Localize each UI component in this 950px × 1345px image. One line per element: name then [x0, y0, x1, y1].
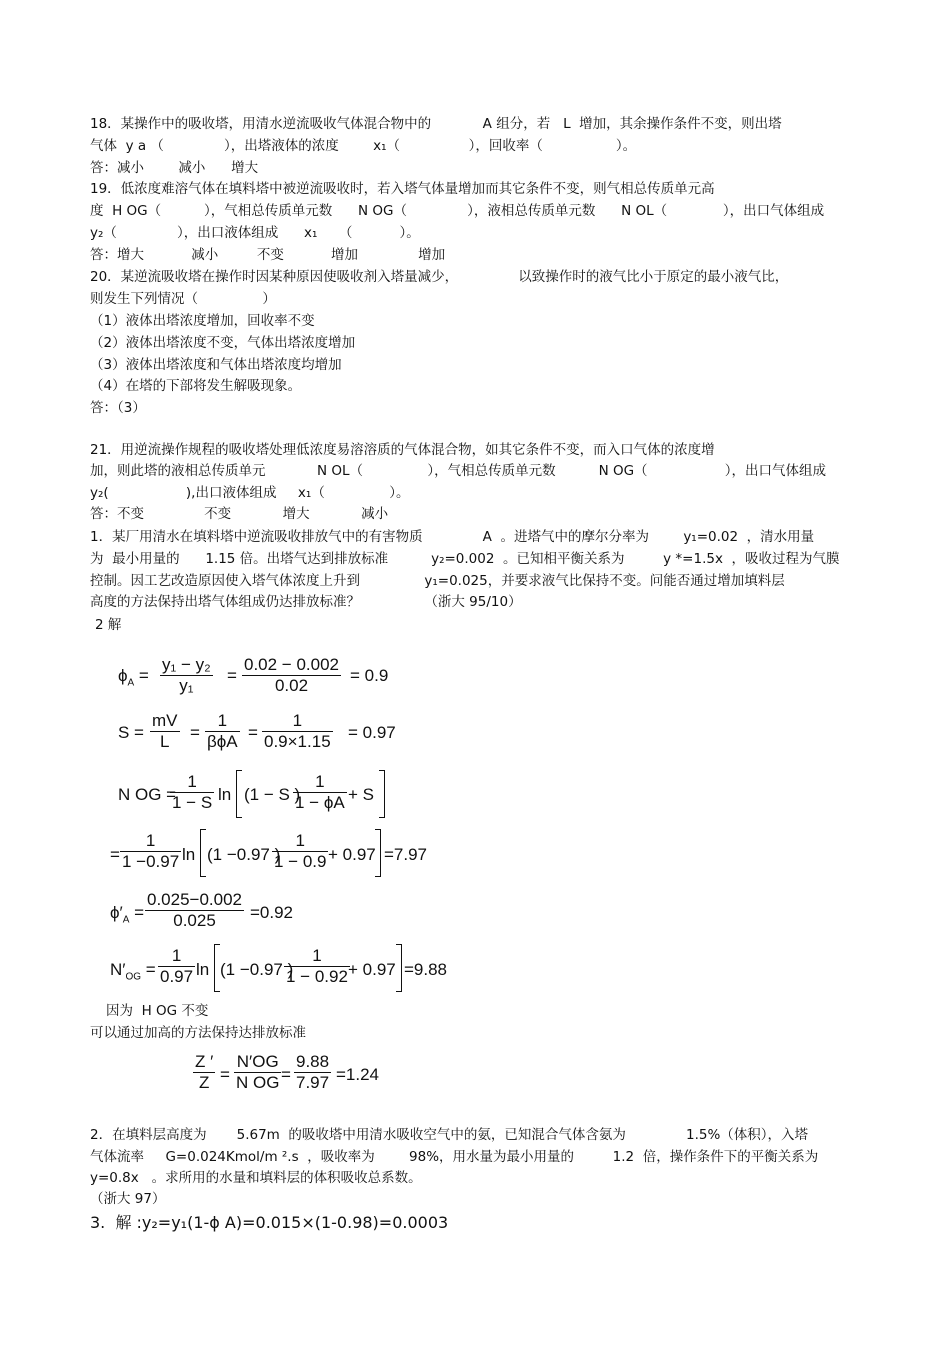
q19-line3: y₂（ ），出口液体组成 x₁ （ ）。 — [90, 225, 420, 241]
eq4-plus: + 0.97 — [328, 845, 376, 864]
p2-line4: （浙大 97） — [90, 1191, 166, 1207]
q18-answer: 答：减小 减小 增大 — [90, 160, 259, 176]
eq4-eq: = — [110, 845, 120, 864]
q20-line2: 则发生下列情况（ ） — [90, 291, 276, 307]
eq3-plus-s: + S — [348, 785, 374, 804]
eq1-result: = 0.9 — [350, 666, 389, 685]
eq3-bracket-left — [236, 770, 242, 818]
eq4-frac1: $\frac{1}{1 -0.97}$ — [122, 831, 180, 871]
eq6-frac2: $\frac{1}{1 - 0.92}$ — [286, 946, 348, 986]
q20-option-2: （2）液体出塔浓度不变，气体出塔浓度增加 — [90, 335, 356, 351]
eq4-result: =7.97 — [384, 845, 428, 864]
p2-line2: 气体流率 G=0.024Kmol/m ².s ，吸收率为 98%，用水量为最小用量的 1.2 倍，操作条件下的平衡关系为 — [90, 1149, 819, 1165]
eq2-result: = 0.97 — [348, 723, 396, 742]
eq3-frac1: $\frac{1}{1 - S}$ — [172, 772, 213, 812]
q19-line2: 度 H OG（ ），气相总传质单元数 N OG（ ），液相总传质单元数 N OL（ ），出口气体组成 — [90, 203, 825, 219]
q19-answer: 答：增大 减小 不变 增加 增加 — [90, 247, 446, 263]
eq5-result: =0.92 — [250, 903, 294, 922]
eq7-frac2: $\frac{N'OG}{\text{N OG}}$ — [236, 1052, 280, 1092]
p2-solution: 3. 解 :y₂=y₁(1-ϕ A)=0.015×(1-0.98)=0.0003 — [90, 1213, 449, 1232]
eq7-frac3: $\frac{9.88}{7.97}$ — [296, 1052, 330, 1092]
q21-line3: y₂( ),出口液体组成 x₁（ ）。 — [90, 485, 410, 501]
eq2-eq2: = — [248, 723, 258, 742]
eq4-bracket-left — [200, 829, 206, 877]
eq6-plus: + 0.97 — [348, 960, 396, 979]
p1-line1: 1．某厂用清水在填料塔中逆流吸收排放气中的有害物质 A 。进塔气中的摩尔分率为 y₁=0.02 ，清水用量 — [90, 529, 815, 545]
q20-answer: 答：（3） — [90, 400, 146, 416]
eq1-frac1: $\frac{\text{y₁ − y₂}}{\text{y₁}}$ — [162, 655, 211, 695]
eq5-frac: $\frac{0.025-0.002}{0.025}$ — [147, 890, 243, 930]
eq6-frac1: $\frac{1}{0.97}$ — [160, 946, 194, 986]
q21-line1: 21．用逆流操作规程的吸收塔处理低浓度易溶溶质的气体混合物，如其它条件不变，而入口气体的浓度增 — [90, 442, 715, 458]
eq4-ln: ln — [182, 845, 196, 864]
q21-line2: 加，则此塔的液相总传质单元 N OL（ ），气相总传质单元数 N OG（ ），出口气体组成 — [90, 463, 827, 479]
eq3-inner: (1 − S ) — [244, 785, 301, 804]
eq4-bracket-right — [375, 829, 381, 877]
eq2-frac3: $\frac{1}{0.9\times 1.15}$ — [264, 711, 331, 751]
solution-label: 2 解 — [95, 617, 122, 633]
q21-answer: 答：不变 不变 增大 减小 — [90, 506, 389, 522]
q20-option-4: （4）在塔的下部将发生解吸现象。 — [90, 378, 302, 394]
eq2-lhs: S = — [118, 723, 144, 742]
eq4-frac2: $\frac{1}{1 - 0.9}$ — [274, 831, 327, 871]
p2-line3: y=0.8x 。求所用的水量和填料层的体积吸收总系数。 — [90, 1170, 422, 1186]
p1-line2: 为 最小用量的 1.15 倍。出塔气达到排放标准 y₂=0.002 。已知相平衡关系为 y *=1.5x ，吸收过程为气膜 — [90, 551, 840, 567]
q20-line1: 20．某逆流吸收塔在操作时因某种原因使吸收剂入塔量减少， 以致操作时的液气比小于原定的最小液气比， — [90, 269, 789, 285]
eq7-eq2: = — [281, 1065, 291, 1084]
p2-line1: 2．在填料层高度为 5.67m 的吸收塔中用清水吸收空气中的氨，已知混合气体含氨为 1.5%（体积），入塔 — [90, 1127, 809, 1143]
eq3-lhs: N OG = — [118, 785, 177, 804]
eq3-bracket-right — [379, 770, 385, 818]
eq3-ln: ln — [218, 785, 232, 804]
conclusion: 可以通过加高的方法保持达排放标准 — [90, 1025, 306, 1041]
eq6-inner: (1 −0.97 ) — [220, 960, 294, 979]
eq1-frac2: $\frac{0.02 - 0.002}{0.02}$ — [244, 655, 340, 695]
eq4-inner: (1 −0.97 ) — [207, 845, 281, 864]
q20-option-1: （1）液体出塔浓度增加，回收率不变 — [90, 313, 315, 329]
eq6-ln: ln — [196, 960, 210, 979]
eq7-frac1: $\frac{Z '}{Z}$ — [195, 1052, 214, 1092]
eq2-frac1: $\frac{mV}{L}$ — [152, 711, 178, 751]
hog-reason: 因为 H OG 不变 — [106, 1003, 209, 1019]
eq6-result: =9.88 — [404, 960, 448, 979]
eq6-lhs: $N'_{OG}$ = — [110, 960, 156, 983]
eq1-lhs: $\phi_A$ = — [118, 666, 149, 689]
eq7-result: =1.24 — [336, 1065, 380, 1084]
eq1-eq: = — [227, 666, 237, 685]
eq3-frac2: $\frac{1}{1 - \phi A}$ — [295, 772, 345, 812]
eq7-eq1: = — [220, 1065, 230, 1084]
eq2-eq1: = — [190, 723, 200, 742]
eq2-frac2: 1 βϕA — [207, 711, 238, 751]
eq5-lhs: $\phi'_A$ = — [110, 903, 145, 926]
q18-line1: 18．某操作中的吸收塔，用清水逆流吸收气体混合物中的 A 组分，若 L 增加，其余操作条件不变，则出塔 — [90, 116, 782, 132]
eq6-bracket-right — [396, 944, 402, 992]
p1-line4: 高度的方法保持出塔气体组成仍达排放标准？ （浙大 95/10） — [90, 594, 522, 610]
q19-line1: 19．低浓度难溶气体在填料塔中被逆流吸收时，若入塔气体量增加而其它条件不变，则气相总传质单元高 — [90, 181, 715, 197]
p1-line3: 控制。因工艺改造原因使入塔气体浓度上升到 y₁=0.025，并要求液气比保持不变。问能否通过增加填料层 — [90, 573, 785, 589]
q18-line2: 气体 y a （ ），出塔液体的浓度 x₁（ ），回收率（ ）。 — [90, 138, 637, 154]
q20-option-3: （3）液体出塔浓度和气体出塔浓度均增加 — [90, 357, 342, 373]
